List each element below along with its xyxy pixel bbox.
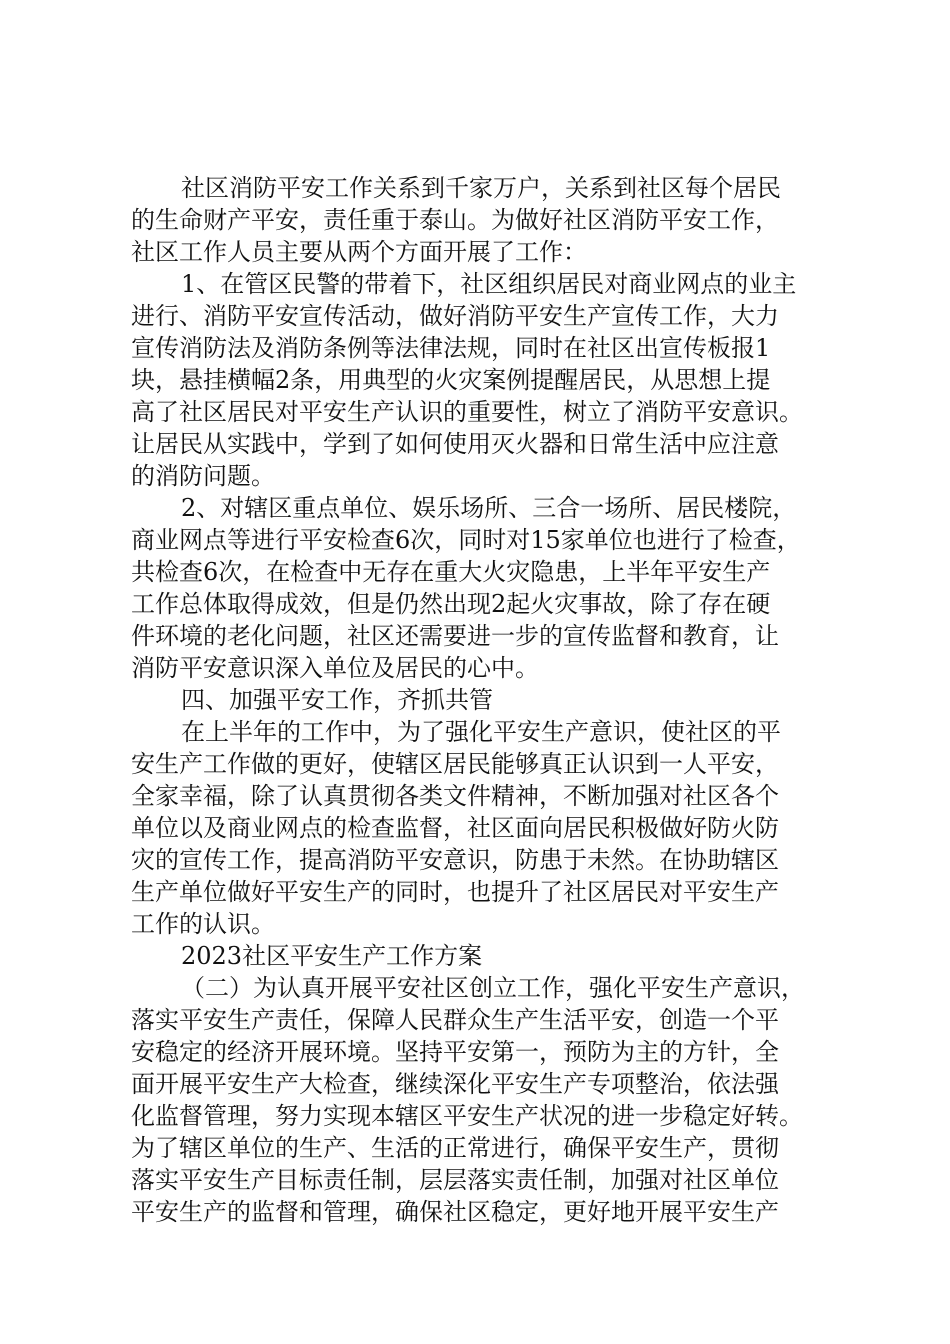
text-line: 1、在管区民警的带着下，社区组织居民对商业网点的业主 — [181, 270, 797, 298]
text-line: 工作总体取得成效，但是仍然出现2起火灾事故，除了存在硬 — [131, 590, 771, 618]
text-line: 为了辖区单位的生产、生活的正常进行，确保平安生产，贯彻 — [131, 1134, 779, 1162]
paragraph-summary — [131, 716, 821, 940]
text-line: 宣传消防法及消防条例等法律法规，同时在社区出宣传板报1 — [131, 334, 771, 362]
paragraph-intro — [131, 172, 821, 268]
text-line: 生产单位做好平安生产的同时，也提升了社区居民对平安生产 — [131, 878, 779, 906]
text-line: 单位以及商业网点的检查监督，社区面向居民积极做好防火防 — [131, 814, 779, 842]
text-line: 社区消防平安工作关系到千家万户，关系到社区每个居民 — [181, 174, 781, 202]
text-line: 块，悬挂横幅2条，用典型的火灾案例提醒居民，从思想上提 — [131, 366, 771, 394]
text-line: 商业网点等进行平安检查6次，同时对15家单位也进行了检查， — [131, 526, 801, 554]
text-line: 平安生产的监督和管理，确保社区稳定，更好地开展平安生产 — [131, 1198, 779, 1226]
text-line: 进行、消防平安宣传活动，做好消防平安生产宣传工作，大力 — [131, 302, 779, 330]
heading-text: 四、加强平安工作，齐抓共管 — [181, 686, 493, 714]
text-line: 全家幸福，除了认真贯彻各类文件精神，不断加强对社区各个 — [131, 782, 779, 810]
plan-title — [131, 940, 821, 972]
text-line: 落实平安生产责任，保障人民群众生产生活平安，创造一个平 — [131, 1006, 779, 1034]
text-line: 2、对辖区重点单位、娱乐场所、三合一场所、居民楼院， — [181, 494, 797, 522]
paragraph-item-1 — [131, 268, 821, 492]
section-heading — [131, 684, 821, 716]
text-line: 在上半年的工作中，为了强化平安生产意识，使社区的平 — [181, 718, 781, 746]
text-line: 的消防问题。 — [131, 462, 275, 490]
text-line: 灾的宣传工作，提高消防平安意识，防患于未然。在协助辖区 — [131, 846, 779, 874]
text-line: 让居民从实践中，学到了如何使用灭火器和日常生活中应注意 — [131, 430, 779, 458]
text-line: 的生命财产平安，责任重于泰山。为做好社区消防平安工作， — [131, 206, 779, 234]
paragraph-item-2 — [131, 492, 821, 684]
text-line: 落实平安生产目标责任制，层层落实责任制，加强对社区单位 — [131, 1166, 779, 1194]
paragraph-plan — [131, 972, 821, 1228]
text-line: 社区工作人员主要从两个方面开展了工作： — [131, 238, 587, 266]
title-text: 2023社区平安生产工作方案 — [181, 942, 483, 970]
document-body — [131, 172, 821, 1228]
text-line: 高了社区居民对平安生产认识的重要性，树立了消防平安意识。 — [131, 398, 803, 426]
text-line: 消防平安意识深入单位及居民的心中。 — [131, 654, 539, 682]
text-line: 共检查6次，在检查中无存在重大火灾隐患，上半年平安生产 — [131, 558, 771, 586]
text-line: 安生产工作做的更好，使辖区居民能够真正认识到一人平安， — [131, 750, 779, 778]
text-line: 面开展平安生产大检查，继续深化平安生产专项整治，依法强 — [131, 1070, 779, 1098]
text-line: 件环境的老化问题，社区还需要进一步的宣传监督和教育，让 — [131, 622, 779, 650]
text-line: （二）为认真开展平安社区创立工作，强化平安生产意识， — [181, 974, 805, 1002]
text-line: 安稳定的经济开展环境。坚持平安第一，预防为主的方针，全 — [131, 1038, 779, 1066]
text-line: 化监督管理，努力实现本辖区平安生产状况的进一步稳定好转。 — [131, 1102, 803, 1130]
text-line: 工作的认识。 — [131, 910, 275, 938]
